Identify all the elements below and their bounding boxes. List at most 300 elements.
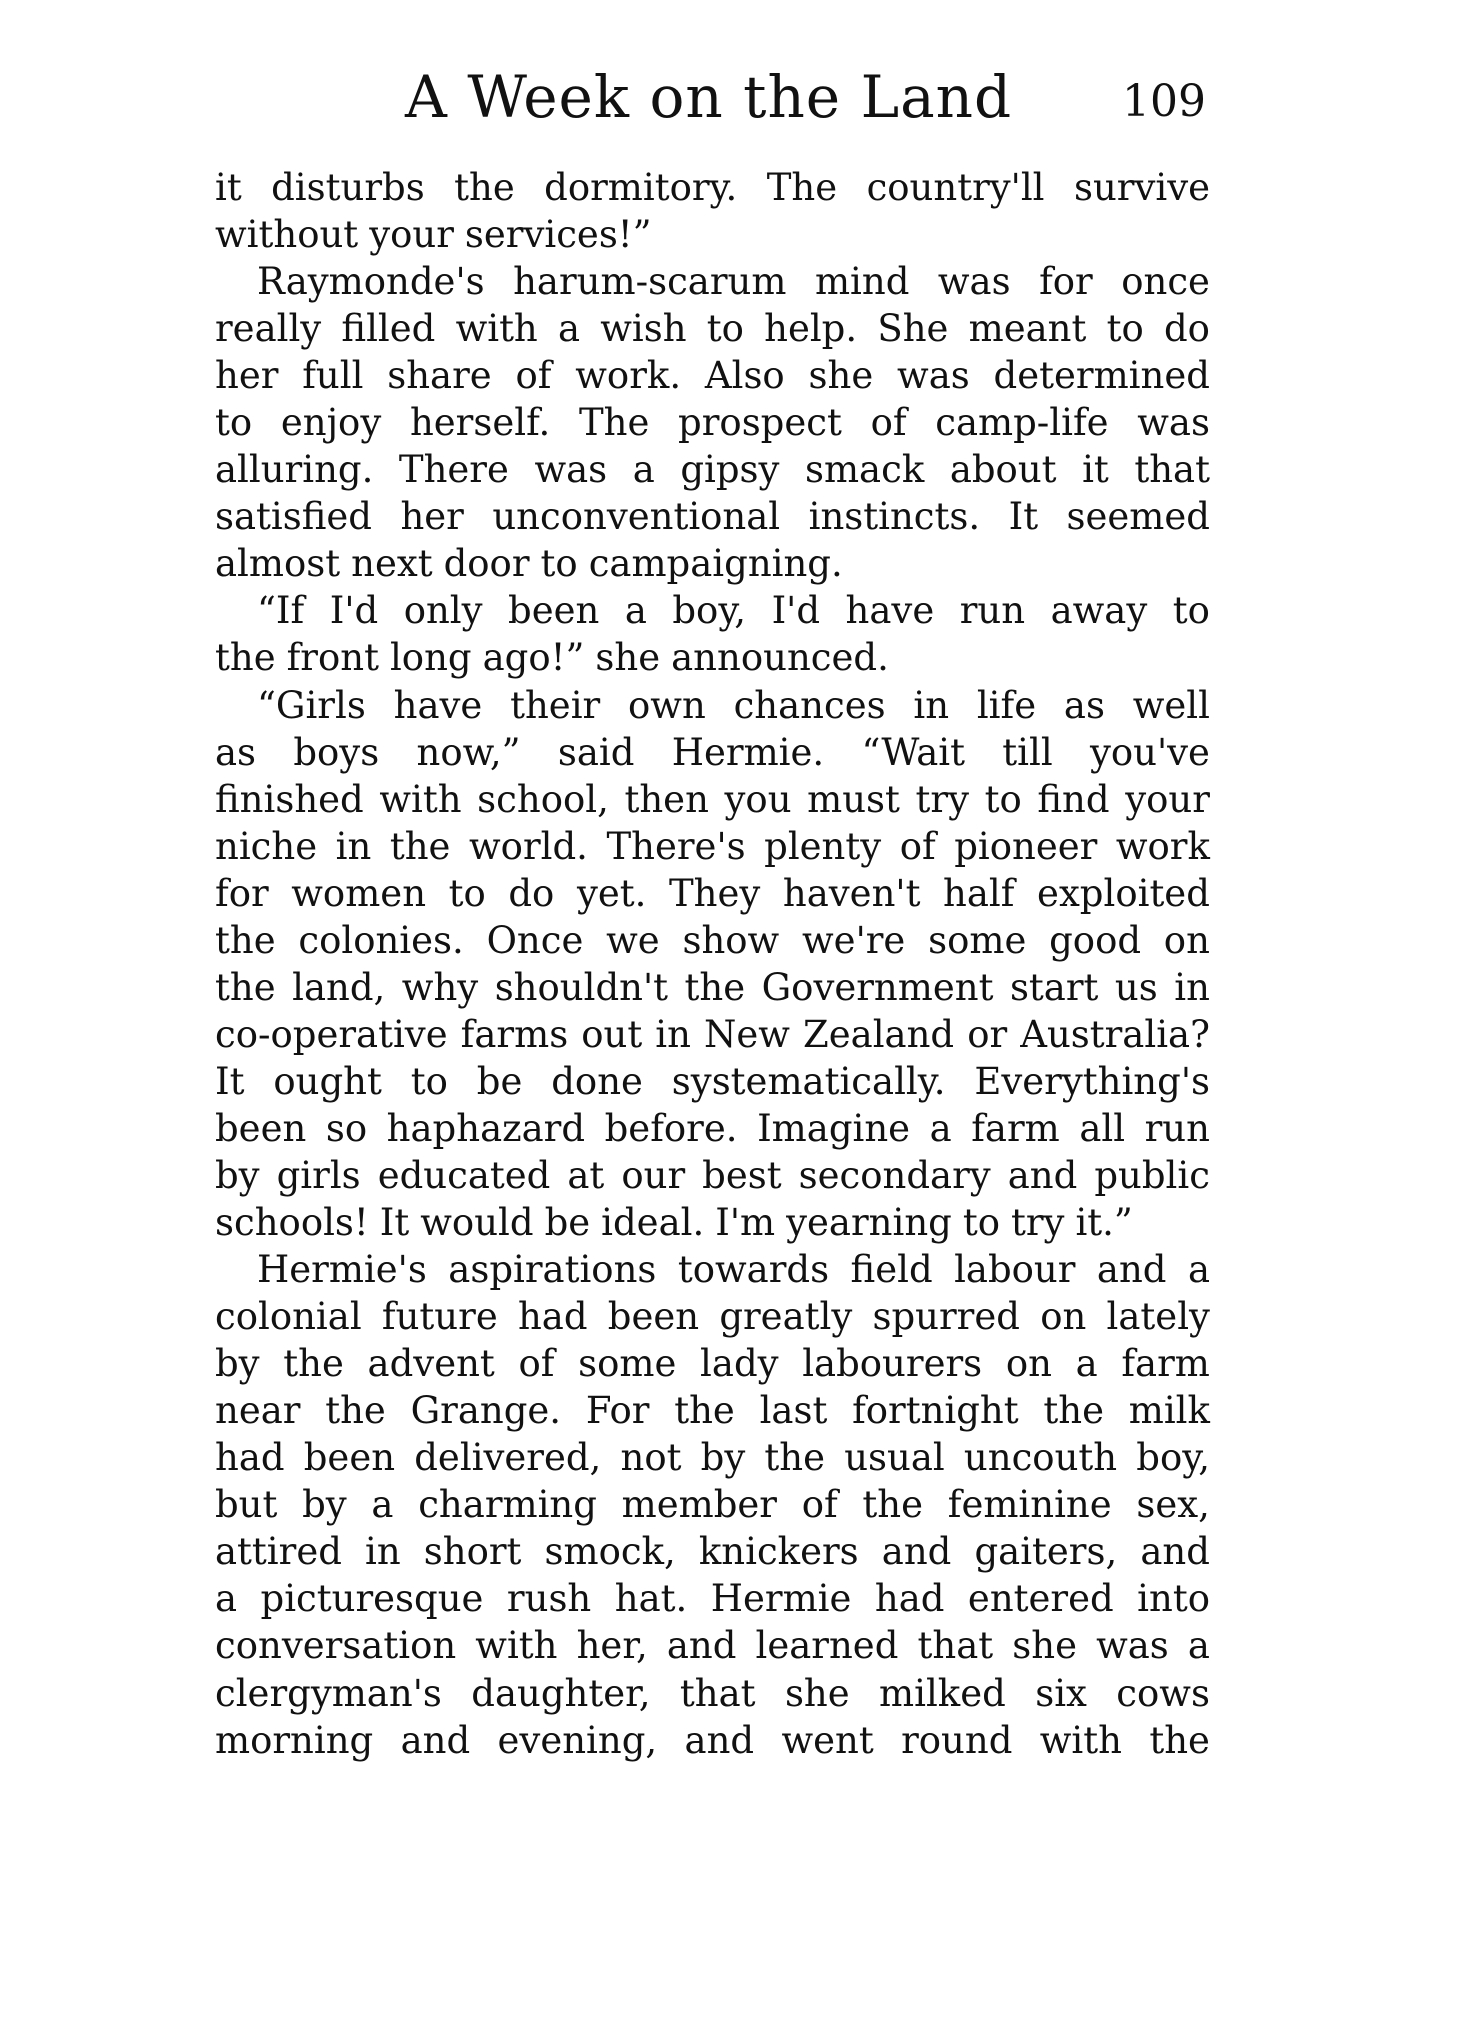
- word: was: [937, 260, 1011, 304]
- word: well: [1132, 683, 1210, 727]
- word: haphazard: [386, 1106, 586, 1150]
- text-line: [215, 823, 1210, 870]
- word: land,: [292, 965, 386, 1009]
- word: was: [1137, 401, 1210, 445]
- word: feminine: [947, 1483, 1112, 1527]
- word: in: [1174, 965, 1210, 1009]
- word: conversation: [215, 1624, 457, 1668]
- text-line: [215, 446, 1210, 493]
- word: a: [371, 1483, 394, 1527]
- word: Government: [761, 965, 994, 1009]
- text-line: [215, 399, 1210, 446]
- word: towards: [677, 1248, 830, 1292]
- word: about: [949, 448, 1057, 492]
- word: find: [1037, 777, 1110, 821]
- text-line: [215, 587, 1210, 634]
- word: to: [448, 871, 486, 915]
- word: not: [620, 1436, 682, 1480]
- word: as: [215, 730, 257, 774]
- word: a: [215, 1577, 238, 1621]
- word: picturesque: [260, 1577, 484, 1621]
- word: went: [781, 1718, 874, 1762]
- word: yearning: [786, 1201, 952, 1245]
- word: boy,: [1136, 1436, 1210, 1480]
- word: been: [508, 589, 600, 633]
- word: “If: [257, 589, 305, 633]
- word: long: [389, 636, 472, 680]
- word: be: [544, 1201, 591, 1245]
- word: she: [595, 636, 661, 680]
- word: I'd: [771, 589, 821, 633]
- word: of: [518, 1342, 555, 1386]
- word: life: [976, 683, 1037, 727]
- word: Also: [704, 354, 785, 398]
- text-line: [215, 917, 1210, 964]
- word: unconventional: [492, 495, 781, 539]
- text-line: [215, 1481, 1210, 1528]
- word: survive: [1073, 166, 1210, 209]
- word: the: [1149, 1718, 1210, 1762]
- word: but: [215, 1483, 278, 1527]
- text-line: [215, 870, 1210, 917]
- word: She: [877, 307, 949, 351]
- word: out: [581, 1012, 643, 1056]
- word: with: [455, 307, 538, 351]
- word: milked: [879, 1671, 1006, 1715]
- word: by: [302, 1483, 347, 1527]
- word: show: [682, 918, 780, 962]
- text-line: [215, 1058, 1210, 1105]
- word: chances: [733, 683, 886, 727]
- word: boys: [293, 730, 380, 774]
- word: and: [1096, 1248, 1167, 1292]
- text-line: [215, 1152, 1210, 1199]
- word: been: [215, 1106, 307, 1150]
- word: with: [1039, 1718, 1122, 1762]
- text-line: [215, 258, 1210, 305]
- word: It: [215, 1059, 245, 1103]
- word: the: [325, 1389, 386, 1433]
- word: harum-scarum: [513, 260, 787, 304]
- text-line: [215, 1717, 1210, 1764]
- word: your: [369, 213, 454, 257]
- word: Australia?: [1020, 1012, 1210, 1056]
- word: alluring.: [215, 448, 374, 492]
- word: was: [534, 448, 608, 492]
- word: co-operative: [215, 1012, 448, 1056]
- word: and: [666, 1624, 737, 1668]
- text-line: [215, 305, 1210, 352]
- word: her: [215, 354, 279, 398]
- word: schools!: [215, 1201, 369, 1245]
- word: six: [1035, 1671, 1087, 1715]
- word: secondary: [798, 1153, 991, 1197]
- word: the: [684, 965, 746, 1009]
- word: gaiters,: [974, 1530, 1118, 1574]
- word: was: [1096, 1624, 1169, 1668]
- word: aspirations: [448, 1248, 657, 1292]
- word: plenty: [764, 824, 882, 868]
- text-line: [215, 1246, 1210, 1293]
- word: with: [379, 777, 462, 821]
- word: future: [381, 1295, 498, 1339]
- word: do: [1163, 307, 1210, 351]
- word: really: [215, 307, 322, 351]
- word: short: [423, 1530, 522, 1574]
- word: some: [578, 1342, 677, 1386]
- word: next: [351, 542, 433, 586]
- running-title: A Week on the Land: [405, 63, 1013, 131]
- word: been: [607, 1295, 700, 1339]
- page-number: 109: [1122, 76, 1206, 127]
- word: daughter,: [471, 1671, 651, 1715]
- text-line: [215, 1199, 1210, 1246]
- word: “Wait: [861, 730, 965, 774]
- word: shouldn't: [494, 965, 668, 1009]
- text-line: [215, 1011, 1210, 1058]
- word: she: [784, 1671, 850, 1715]
- word: in: [335, 824, 372, 868]
- word: run: [959, 589, 1026, 633]
- word: into: [1137, 1577, 1210, 1621]
- word: charming: [418, 1483, 597, 1527]
- word: at: [567, 1153, 605, 1197]
- word: as: [1063, 683, 1105, 727]
- word: was: [897, 354, 970, 398]
- word: you've: [1089, 730, 1210, 774]
- word: all: [1079, 1106, 1126, 1150]
- word: member: [621, 1483, 777, 1527]
- word: she: [1012, 1624, 1077, 1668]
- word: why: [401, 965, 479, 1009]
- word: delivered,: [414, 1436, 602, 1480]
- word: and: [400, 1718, 471, 1762]
- word: done: [551, 1059, 643, 1103]
- word: knickers: [698, 1530, 859, 1574]
- word: in: [655, 1012, 691, 1056]
- word: the: [674, 1389, 735, 1433]
- text-line: [215, 540, 1210, 587]
- word: by: [700, 1436, 746, 1480]
- word: meant: [968, 307, 1087, 351]
- word: services!”: [464, 213, 652, 257]
- word: Once: [486, 918, 584, 962]
- word: farm: [1121, 1342, 1210, 1386]
- word: dormitory.: [544, 166, 738, 209]
- word: by: [215, 1153, 260, 1197]
- word: ago!”: [482, 636, 585, 680]
- word: advent: [367, 1342, 495, 1386]
- word: had: [874, 1577, 945, 1621]
- text-line: [215, 1293, 1210, 1340]
- word: hat.: [614, 1577, 688, 1621]
- word: had: [215, 1436, 285, 1480]
- word: and: [881, 1530, 952, 1574]
- word: in: [365, 1530, 401, 1574]
- word: systematically.: [671, 1059, 946, 1103]
- word: lately: [1106, 1295, 1210, 1339]
- word: entered: [967, 1577, 1114, 1621]
- text-line: [215, 1575, 1210, 1622]
- word: school,: [477, 777, 609, 821]
- word: cows: [1116, 1671, 1210, 1715]
- word: that: [679, 1671, 756, 1715]
- word: a: [1075, 1342, 1098, 1386]
- word: There: [398, 448, 509, 492]
- word: instincts.: [808, 495, 981, 539]
- word: spurred: [872, 1295, 1020, 1339]
- word: own: [628, 683, 706, 727]
- word: to: [410, 1059, 448, 1103]
- word: and: [684, 1718, 755, 1762]
- word: till: [1002, 730, 1053, 774]
- word: fortnight: [852, 1389, 1019, 1433]
- word: run: [1144, 1106, 1210, 1150]
- word: They: [668, 871, 761, 915]
- word: try: [1011, 1201, 1065, 1245]
- word: the: [764, 1436, 826, 1480]
- word: said: [557, 730, 635, 774]
- word: farms: [460, 1012, 569, 1056]
- word: by: [215, 1342, 260, 1386]
- word: work.: [575, 354, 682, 398]
- text-line: [215, 1105, 1210, 1152]
- word: try: [915, 777, 969, 821]
- word: satisfied: [215, 495, 372, 539]
- word: door: [443, 542, 530, 586]
- word: milk: [1128, 1389, 1210, 1433]
- word: determined: [993, 354, 1210, 398]
- word: best: [702, 1153, 782, 1197]
- word: finished: [215, 777, 364, 821]
- word: some: [928, 918, 1027, 962]
- text-line: [215, 729, 1210, 776]
- word: the: [215, 636, 276, 680]
- word: country'll: [866, 166, 1045, 209]
- word: Zealand: [803, 1012, 955, 1056]
- word: would: [420, 1201, 534, 1245]
- word: of: [899, 824, 936, 868]
- word: gipsy: [680, 448, 780, 492]
- word: of: [870, 401, 907, 445]
- word: wish: [600, 307, 687, 351]
- word: It: [1008, 495, 1039, 539]
- word: only: [403, 589, 483, 633]
- word: colonies.: [298, 918, 464, 962]
- word: had: [517, 1295, 588, 1339]
- word: prospect: [678, 401, 842, 445]
- word: boy,: [672, 589, 747, 633]
- word: mind: [814, 260, 910, 304]
- word: we: [606, 918, 660, 962]
- word: I'm: [715, 1201, 776, 1245]
- word: disturbs: [271, 166, 425, 209]
- text-line: [215, 1622, 1210, 1669]
- text-line: [215, 1528, 1210, 1575]
- word: then: [624, 777, 709, 821]
- word: of: [801, 1483, 838, 1527]
- text-line: [215, 1387, 1210, 1434]
- word: full: [302, 354, 364, 398]
- word: announced.: [671, 636, 889, 680]
- word: have: [845, 589, 935, 633]
- word: rush: [506, 1577, 592, 1621]
- word: New: [704, 1012, 790, 1056]
- word: be: [476, 1059, 523, 1103]
- word: must: [807, 777, 900, 821]
- word: campaigning.: [588, 542, 843, 586]
- word: morning: [215, 1718, 374, 1762]
- word: There's: [606, 824, 746, 868]
- word: clergyman's: [215, 1671, 442, 1715]
- word: enjoy: [280, 401, 382, 445]
- word: on: [1163, 918, 1210, 962]
- word: for: [215, 871, 269, 915]
- word: now,”: [416, 730, 521, 774]
- word: world.: [469, 824, 588, 868]
- word: “Girls: [257, 683, 366, 727]
- word: that: [1134, 448, 1210, 492]
- text-line: [215, 1434, 1210, 1481]
- word: The: [578, 401, 650, 445]
- word: half: [943, 871, 1015, 915]
- word: the: [1043, 1389, 1104, 1433]
- word: us: [1114, 965, 1158, 1009]
- word: before.: [604, 1106, 738, 1150]
- word: the: [454, 166, 515, 209]
- word: the: [283, 1342, 344, 1386]
- word: on: [1005, 1342, 1052, 1386]
- word: camp-life: [935, 401, 1109, 445]
- word: women: [291, 871, 427, 915]
- word: the: [389, 824, 451, 868]
- word: without: [215, 213, 359, 257]
- word: and: [1007, 1153, 1078, 1197]
- word: ought: [273, 1059, 382, 1103]
- word: help.: [764, 307, 858, 351]
- word: seemed: [1066, 495, 1210, 539]
- word: Imagine: [757, 1106, 911, 1150]
- word: farm: [971, 1106, 1060, 1150]
- word: sex,: [1136, 1483, 1210, 1527]
- word: of: [515, 354, 552, 398]
- word: Grange.: [410, 1389, 562, 1433]
- word: with: [475, 1624, 558, 1668]
- word: herself.: [409, 401, 551, 445]
- word: to: [540, 542, 578, 586]
- word: I'd: [329, 589, 379, 633]
- word: ideal.: [601, 1201, 705, 1245]
- word: good: [1049, 918, 1142, 962]
- word: a: [624, 589, 647, 633]
- word: smock,: [544, 1530, 676, 1574]
- word: she: [808, 354, 874, 398]
- word: a: [632, 448, 655, 492]
- word: Hermie.: [671, 730, 825, 774]
- word: labourers: [802, 1342, 983, 1386]
- word: to: [215, 401, 253, 445]
- word: Hermie: [710, 1577, 852, 1621]
- word: been: [303, 1436, 396, 1480]
- text-line: [215, 164, 1210, 211]
- word: last: [759, 1389, 828, 1433]
- word: it: [215, 166, 242, 209]
- word: start: [1009, 965, 1099, 1009]
- word: on: [1040, 1295, 1087, 1339]
- word: we're: [802, 918, 906, 962]
- body-text: [215, 164, 1210, 1764]
- word: her: [400, 495, 464, 539]
- word: uncouth: [963, 1436, 1118, 1480]
- word: It: [379, 1201, 410, 1245]
- word: a: [929, 1106, 952, 1150]
- word: our: [621, 1153, 686, 1197]
- word: The: [766, 166, 838, 209]
- word: have: [393, 683, 483, 727]
- word: greatly: [719, 1295, 853, 1339]
- text-line: [215, 211, 1210, 258]
- word: you: [724, 777, 792, 821]
- word: lady: [700, 1342, 779, 1386]
- word: share: [387, 354, 492, 398]
- word: learned: [755, 1624, 899, 1668]
- word: filled: [341, 307, 436, 351]
- word: smack: [804, 448, 925, 492]
- word: do: [508, 871, 555, 915]
- word: work: [1115, 824, 1210, 868]
- word: yet.: [576, 871, 647, 915]
- word: so: [325, 1106, 368, 1150]
- word: near: [215, 1389, 301, 1433]
- word: away: [1050, 589, 1148, 633]
- word: niche: [215, 824, 318, 868]
- word: for: [1039, 260, 1093, 304]
- word: almost: [215, 542, 341, 586]
- word: Hermie's: [257, 1248, 427, 1292]
- word: usual: [844, 1436, 945, 1480]
- text-line: [215, 682, 1210, 729]
- word: pioneer: [954, 824, 1098, 868]
- word: Raymonde's: [257, 260, 485, 304]
- text-line: [215, 964, 1210, 1011]
- word: girls: [276, 1153, 361, 1197]
- word: haven't: [782, 871, 921, 915]
- word: her,: [576, 1624, 648, 1668]
- word: a: [557, 307, 581, 351]
- word: to: [984, 777, 1022, 821]
- word: your: [1125, 777, 1210, 821]
- word: a: [1187, 1624, 1210, 1668]
- word: or: [967, 1012, 1008, 1056]
- word: it: [1082, 448, 1109, 492]
- word: field: [850, 1248, 933, 1292]
- word: front: [286, 636, 379, 680]
- word: For: [585, 1389, 650, 1433]
- word: the: [862, 1483, 924, 1527]
- word: exploited: [1037, 871, 1210, 915]
- word: once: [1121, 260, 1210, 304]
- text-line: [215, 776, 1210, 823]
- word: the: [215, 965, 276, 1009]
- word: to: [1106, 307, 1144, 351]
- word: their: [510, 683, 601, 727]
- word: it.”: [1075, 1201, 1133, 1245]
- text-line: [215, 1340, 1210, 1387]
- word: to: [1172, 589, 1210, 633]
- text-line: [215, 352, 1210, 399]
- word: labour: [954, 1248, 1076, 1292]
- word: Everything's: [974, 1059, 1210, 1103]
